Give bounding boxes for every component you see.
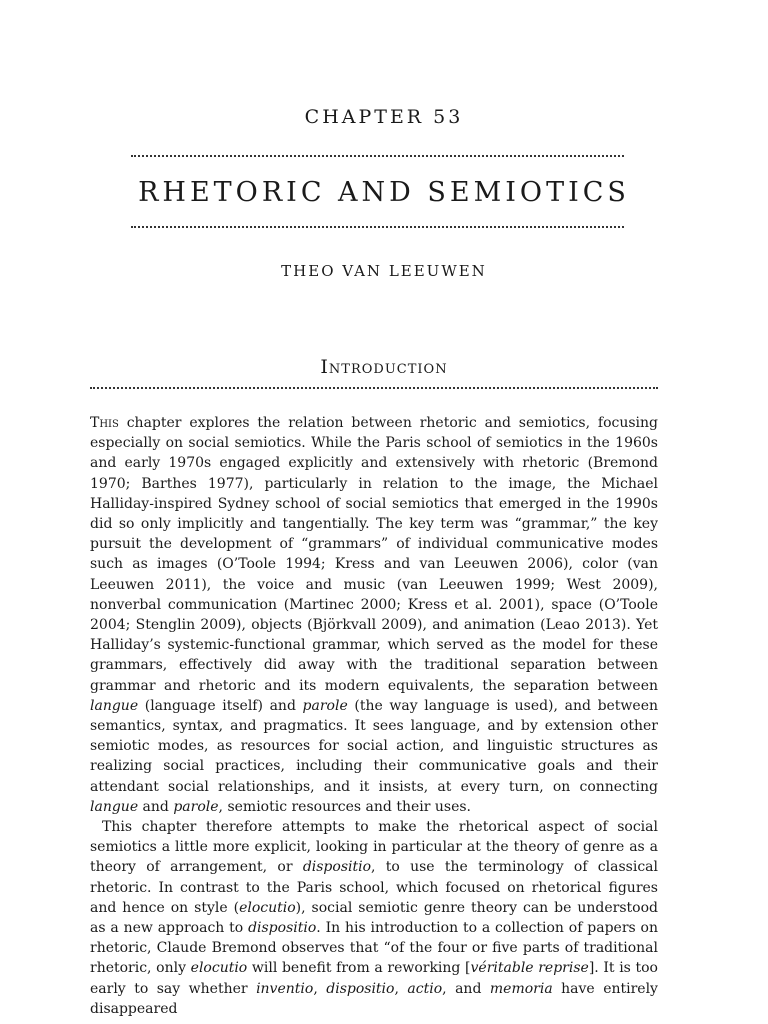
dotted-rule-top — [131, 155, 624, 157]
text-run: ), social semiotic genre theory can be understood as a new approach to — [90, 899, 658, 937]
paragraph-2 — [90, 817, 658, 1019]
italic-term: memoria — [489, 980, 553, 997]
text-run: . In his introduction to a collection of papers on rhetoric, Claude Bremond observes that “of the four or five parts of traditional rhetoric, only — [90, 920, 658, 977]
italic-term: dispositio — [326, 980, 395, 997]
text-run: , semiotic resources and their uses. — [218, 798, 471, 815]
text-run: and — [138, 798, 174, 815]
italic-term: parole — [173, 798, 219, 815]
text-run: This chapter therefore attempts to make the rhetorical aspect of social semiotics a little more explicit, looking in particular at the theory of genre as a theory of arrangement, or — [90, 819, 658, 876]
text-run: (language itself) and — [138, 697, 303, 714]
italic-term: parole — [302, 697, 348, 714]
body-text — [90, 413, 658, 1019]
text-run: , — [394, 980, 408, 997]
italic-term: langue — [90, 697, 139, 714]
text-run: (the way language is used), and between semantics, syntax, and pragmatics. It sees language, and by extension other semiotic modes, as resources for social action, and linguistic structures as realizing social practices, including their communicative goals and their attendant social relationships, and it insists, at every turn, on connecting — [90, 697, 659, 795]
text-run: , to use the terminology of classical rhetoric. In contrast to the Paris school, which focused on rhetorical figures and hence on style ( — [90, 859, 658, 916]
dotted-rule-middle — [131, 226, 624, 228]
text-run: , and — [442, 980, 490, 997]
italic-term: dispositio — [302, 859, 372, 876]
italic-term: inventio — [256, 980, 314, 997]
text-run: , — [313, 980, 327, 997]
text-run: chapter explores the relation between rhetoric and semiotics, focusing especially on social semiotics. While the Paris school of semiotics in the 1960s and early 1970s engaged explicitly and extensively with rhetoric (Bremond 1970; Barthes 1977), particularly in relation to the image, the Michael Halliday-inspired Sydney school of social semiotics that emerged in the 1990s did so only implicitly and tangentially. The key term was “grammar,” the key pursuit the development of “grammars” of individual communicative modes such as images (O’Toole 1994; Kress and van Leeuwen 2006), color (van Leeuwen 2011), the voice and music (van Leeuwen 1999; West 2009), nonverbal communication (Martinec 2000; Kress et al. 2001), space (O’Toole 2004; Stenglin 2009), objects (Björkvall 2009), and animation (Leao 2013). Yet Halliday’s systemic-functional grammar, which served as the model for these grammars, effectively did away with the traditional separation between grammar and rhetoric and its modern equivalents, the separation between — [90, 415, 658, 694]
italic-term: elocutio — [239, 899, 296, 916]
italic-term: langue — [90, 798, 139, 815]
italic-term: véritable reprise — [470, 960, 589, 977]
lead-in: This — [90, 415, 119, 431]
text-run: have entirely disappeared — [90, 980, 658, 1017]
chapter-number: CHAPTER 53 — [304, 106, 464, 128]
author-name: THEO VAN LEEUWEN — [281, 262, 487, 280]
italic-term: actio — [407, 980, 443, 997]
text-run: will benefit from a reworking [ — [247, 960, 471, 977]
italic-term: elocutio — [190, 960, 248, 977]
text-run: ]. It is too early to say whether — [90, 960, 658, 997]
paragraph-1 — [90, 413, 658, 817]
chapter-title: RHETORIC AND SEMIOTICS — [138, 177, 630, 208]
section-heading: Introduction — [320, 356, 448, 378]
dotted-rule-section — [90, 387, 658, 389]
italic-term: dispositio — [248, 920, 317, 937]
